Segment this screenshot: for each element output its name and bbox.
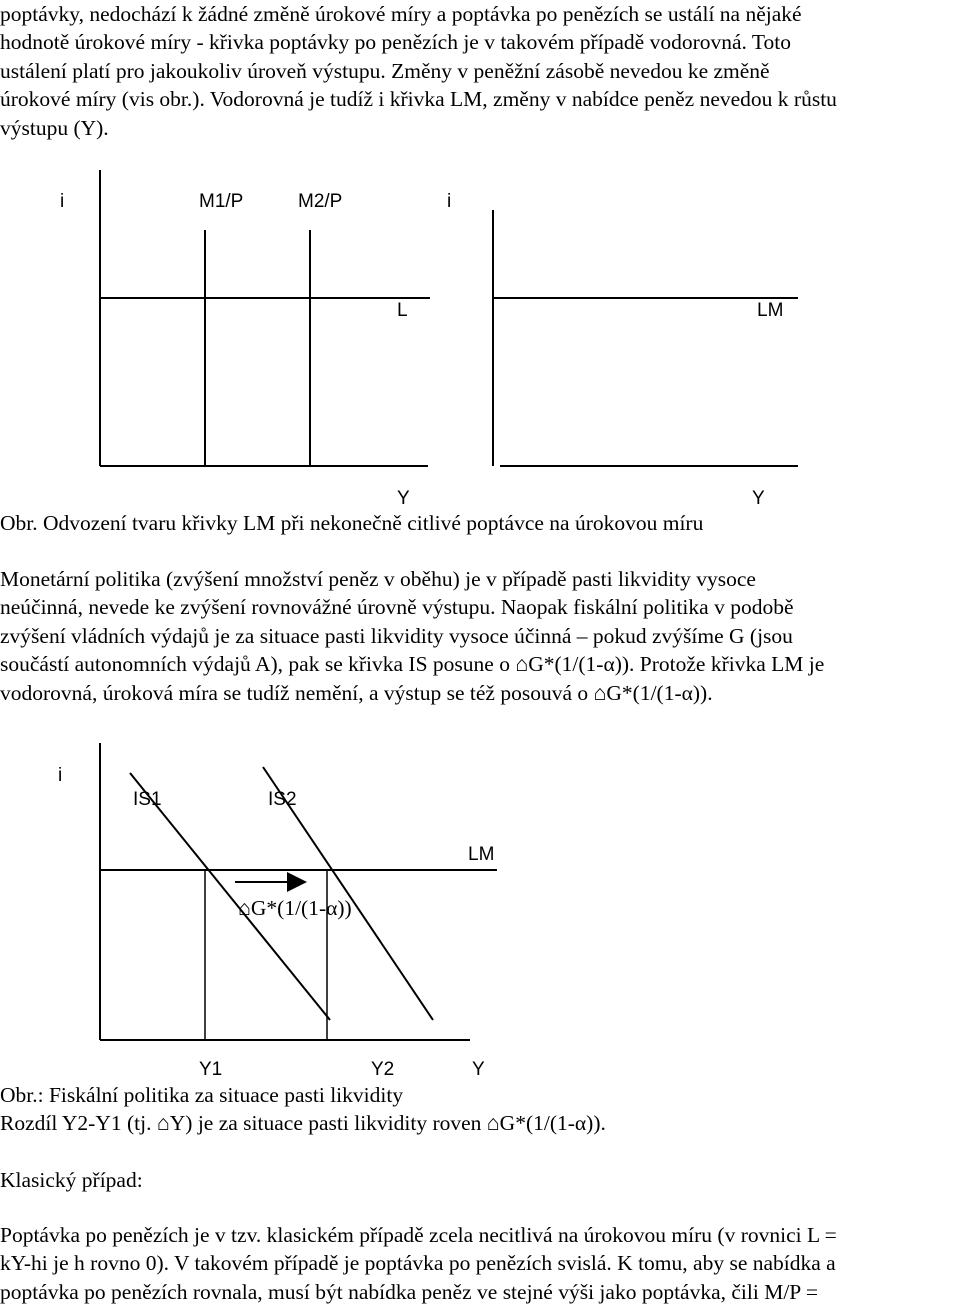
fig2-is2-label: IS2 bbox=[268, 789, 297, 810]
fig1-caption: Obr. Odvození tvaru křivky LM při nekonečně citlivé poptávce na úrokovou míru bbox=[0, 511, 704, 535]
intro-line: ustálení platí pro jakoukoliv úroveň výstupu. Změny v peněžní zásobě nevedou ke změně bbox=[0, 58, 770, 83]
fig1-right-axis-label: i bbox=[447, 191, 452, 212]
fig2-caption: Obr.: Fiskální politika za situace pasti likvidity bbox=[0, 1083, 404, 1107]
para2-line: neúčinná, nevede ke zvýšení rovnovážné úrovně výstupu. Naopak fiskální politika v podobě bbox=[0, 595, 794, 620]
para2-line: vodorovná, úroková míra se tudíž nemění, a výstup se též posouvá o ⌂G*(1/(1-α)). bbox=[0, 680, 713, 705]
classic-heading: Klasický případ: bbox=[0, 1168, 143, 1192]
para2-line: Monetární politika (zvýšení množství peněz v oběhu) je v případě pasti likvidity vysoce bbox=[0, 567, 756, 591]
intro-line: úrokové míry (vis obr.). Vodorovná je tudíž i křivka LM, změny v nabídce peněz nevedou k růstu bbox=[0, 87, 837, 112]
fig2-y-axis-label: i bbox=[58, 765, 63, 786]
fig2-is1-label: IS1 bbox=[133, 789, 162, 810]
classic-line: Poptávka po penězích je v tzv. klasickém případě zcela necitlivá na úrokovou míru (v rovnici L = bbox=[0, 1223, 837, 1247]
classic-line: poptávka po penězích rovnala, musí být nabídka peněz ve stejné výši jako poptávka, čili M/P = bbox=[0, 1279, 818, 1304]
fig1-left-axis-label: i bbox=[60, 191, 65, 212]
classic-line: kY-hi je h rovno 0). V takovém případě je poptávka po penězích svislá. K tomu, aby se nabídka a bbox=[0, 1251, 836, 1276]
para2-line: součástí autonomních výdajů A), pak se křivka IS posune o ⌂G*(1/(1-α)). Protože křivka LM je bbox=[0, 652, 825, 677]
fig2-y1-label: Y1 bbox=[199, 1059, 223, 1080]
fig1-left-x-label: Y bbox=[397, 488, 410, 509]
fig1-l-label: L bbox=[397, 300, 408, 321]
fig2-y2-label: Y2 bbox=[371, 1059, 395, 1080]
fig1-m2-label: M2/P bbox=[298, 191, 343, 212]
fig2-lm-label: LM bbox=[468, 844, 495, 865]
fig2-x-axis-label: Y bbox=[472, 1059, 485, 1080]
fig2-note: Rozdíl Y2-Y1 (tj. ⌂Y) je za situace pasti likvidity roven ⌂G*(1/(1-α)). bbox=[0, 1111, 606, 1135]
fig2-shift-label: ⌂G*(1/(1-α)) bbox=[238, 896, 352, 920]
fig1-right-x-label: Y bbox=[752, 488, 765, 509]
intro-line: poptávky, nedochází k žádné změně úrokové míry a poptávka po penězích se ustálí na nějaké bbox=[0, 2, 802, 26]
classic-paragraph bbox=[0, 1221, 958, 1306]
fig1-m1-label: M1/P bbox=[199, 191, 244, 212]
fig1-lm-label: LM bbox=[757, 300, 784, 321]
intro-line: hodnotě úrokové míry - křivka poptávky po penězích je v takovém případě vodorovná. Toto bbox=[0, 30, 792, 55]
para2-line: zvýšení vládních výdajů je za situace pasti likvidity vysoce účinná – pokud zvýšíme G (jsou bbox=[0, 623, 793, 648]
intro-line: výstupu (Y). bbox=[0, 115, 109, 140]
